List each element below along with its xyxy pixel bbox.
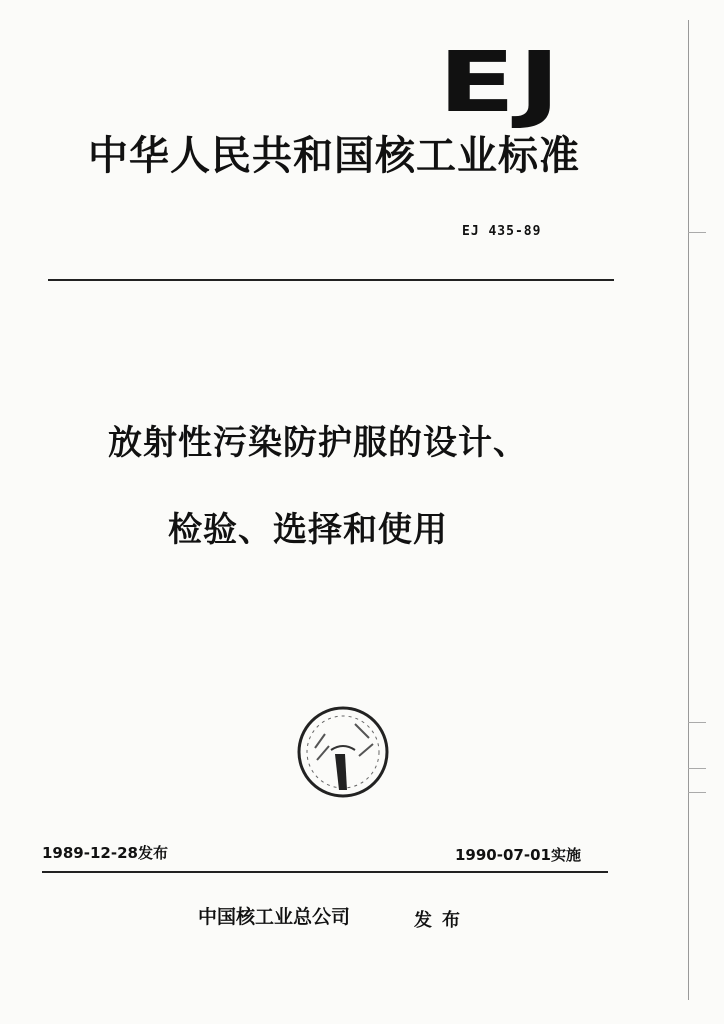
- footer-rule: [42, 871, 608, 873]
- official-stamp-icon: [295, 704, 391, 800]
- document-title-line-2: 检验、选择和使用: [168, 510, 448, 550]
- header-rule: [48, 279, 614, 281]
- page-edge-tick: [688, 792, 706, 793]
- standard-number: EJ 435-89: [462, 224, 542, 239]
- effective-date: 1990-07-01实施: [455, 846, 581, 864]
- ej-logo: EJ: [438, 33, 564, 131]
- issue-date: 1989-12-28发布: [42, 844, 168, 862]
- page-edge-tick: [688, 768, 706, 769]
- publish-label: 发布: [414, 910, 470, 931]
- page-edge-tick: [688, 232, 706, 233]
- standard-title: 中华人民共和国核工业标准: [88, 133, 580, 179]
- page-edge-tick: [688, 722, 706, 723]
- page-edge-line: [688, 20, 689, 1000]
- publisher-name: 中国核工业总公司: [198, 906, 351, 928]
- document-title-line-1: 放射性污染防护服的设计、: [108, 423, 528, 463]
